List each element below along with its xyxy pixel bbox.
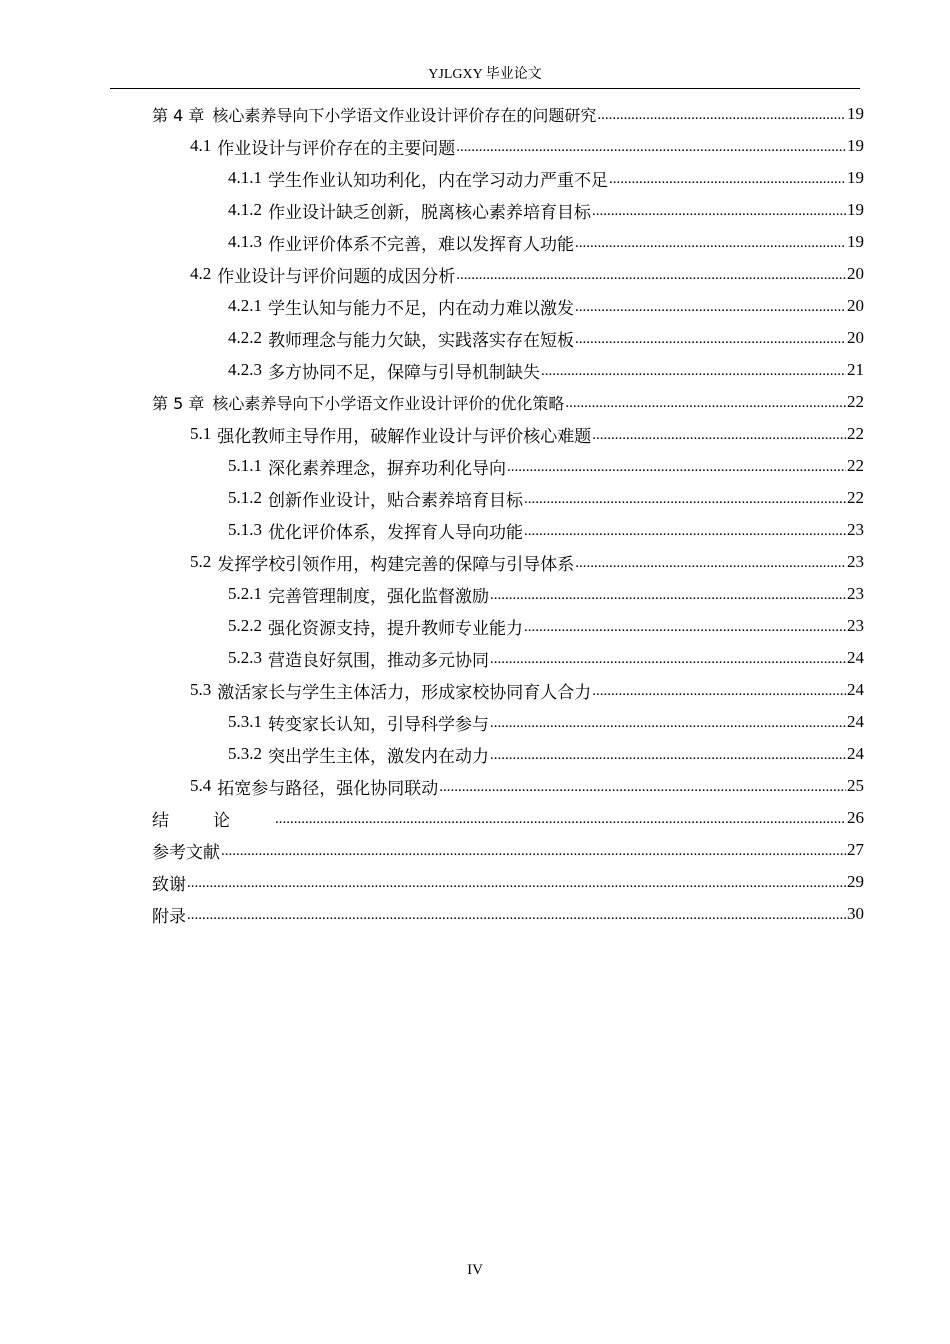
toc-entry[interactable] — [152, 418, 864, 450]
toc-entry[interactable] — [152, 226, 864, 258]
toc-dot-leader — [187, 875, 846, 892]
toc-entry-page: 20 — [847, 264, 864, 283]
toc-dot-leader — [221, 843, 846, 860]
toc-entry-title: 强化资源支持，提升教师专业能力 — [268, 618, 523, 638]
toc-dot-leader — [524, 523, 846, 540]
toc-entry-page: 22 — [847, 488, 864, 507]
toc-dot-leader — [524, 491, 846, 508]
toc-entry-title: 学生认知与能力不足，内在动力难以激发 — [268, 298, 574, 318]
toc-entry-page: 27 — [847, 840, 864, 859]
toc-dot-leader — [490, 715, 846, 732]
toc-entry[interactable] — [152, 354, 864, 386]
toc-entry[interactable] — [152, 258, 864, 290]
toc-entry-page: 20 — [847, 296, 864, 315]
toc-dot-leader — [575, 331, 846, 348]
toc-entry-page: 22 — [847, 424, 864, 443]
toc-entry[interactable] — [152, 130, 864, 162]
toc-entry[interactable] — [152, 578, 864, 610]
toc-dot-leader — [592, 427, 846, 444]
toc-entry-number: 5.1 — [190, 424, 212, 443]
toc-dot-leader — [439, 779, 846, 796]
toc-entry[interactable] — [152, 642, 864, 674]
toc-entry-page: 19 — [847, 168, 864, 187]
toc-entry-title: 强化教师主导作用，破解作业设计与评价核心难题 — [217, 426, 592, 446]
toc-entry-number: 4.1 — [190, 136, 212, 155]
toc-entry[interactable] — [152, 290, 864, 322]
toc-dot-leader — [592, 203, 846, 220]
toc-entry-page: 20 — [847, 328, 864, 347]
toc-entry-number: 4.1.2 — [228, 200, 262, 219]
toc-dot-leader — [456, 139, 846, 156]
toc-entry-page: 21 — [847, 360, 864, 379]
toc-dot-leader — [490, 587, 846, 604]
toc-entry-title: 附录 — [152, 906, 186, 926]
toc-entry[interactable] — [152, 738, 864, 770]
toc-entry-page: 23 — [847, 552, 864, 571]
toc-entry-title: 深化素养理念，摒弃功利化导向 — [268, 458, 506, 478]
toc-entry-number: 5.1.1 — [228, 456, 262, 475]
toc-dot-leader — [575, 555, 846, 572]
toc-dot-leader — [456, 267, 846, 284]
toc-entry-number: 第 4 章 — [152, 105, 205, 125]
toc-entry[interactable] — [152, 514, 864, 546]
toc-entry-title: 拓宽参与路径，强化协同联动 — [217, 778, 439, 798]
toc-entry-page: 24 — [847, 680, 864, 699]
toc-entry-number: 5.2.3 — [228, 648, 262, 667]
toc-entry-title: 参考文献 — [152, 842, 220, 862]
toc-entry-number: 4.1.1 — [228, 168, 262, 187]
page-number: IV — [467, 1262, 483, 1278]
toc-entry-page: 22 — [847, 456, 864, 475]
toc-entry-number: 5.1.2 — [228, 488, 262, 507]
toc-entry-number: 4.2 — [190, 264, 212, 283]
toc-entry[interactable] — [152, 866, 864, 898]
toc-entry-title: 作业设计与评价问题的成因分析 — [217, 266, 456, 286]
toc-dot-leader — [275, 811, 846, 828]
toc-entry-title: 营造良好氛围，推动多元协同 — [268, 650, 489, 670]
toc-dot-leader — [490, 651, 846, 668]
toc-entry-title: 创新作业设计，贴合素养培育目标 — [268, 490, 523, 510]
toc-entry-title: 学生作业认知功利化，内在学习动力严重不足 — [268, 170, 608, 190]
toc-entry-title: 作业设计缺乏创新，脱离核心素养培育目标 — [268, 202, 591, 222]
toc-entry[interactable] — [152, 98, 864, 130]
toc-entry-page: 24 — [847, 648, 864, 667]
toc-entry[interactable] — [152, 194, 864, 226]
toc-entry-page: 23 — [847, 584, 864, 603]
toc-entry[interactable] — [152, 482, 864, 514]
toc-dot-leader — [507, 459, 846, 476]
toc-entry-page: 22 — [847, 392, 864, 411]
toc-entry[interactable] — [152, 770, 864, 802]
toc-entry-title: 教师理念与能力欠缺，实践落实存在短板 — [268, 330, 574, 350]
toc-entry-page: 26 — [847, 808, 864, 827]
toc-dot-leader — [609, 171, 846, 188]
toc-entry-page: 24 — [847, 744, 864, 763]
toc-entry-number: 5.2 — [190, 552, 212, 571]
toc-entry[interactable] — [152, 898, 864, 930]
toc-entry-title: 完善管理制度，强化监督激励 — [268, 586, 489, 606]
toc-entry-title: 结论 — [152, 810, 274, 830]
toc-entry-title: 致谢 — [152, 874, 186, 894]
page-header: YJLGXY 毕业论文 — [428, 67, 542, 82]
toc-dot-leader — [541, 363, 846, 380]
toc-entry-number: 5.4 — [190, 776, 212, 795]
toc-entry[interactable] — [152, 610, 864, 642]
toc-entry[interactable] — [152, 322, 864, 354]
toc-entry[interactable] — [152, 450, 864, 482]
toc-entry-page: 23 — [847, 520, 864, 539]
toc-dot-leader — [565, 395, 846, 412]
toc-entry-number: 5.3.2 — [228, 744, 262, 763]
toc-entry-page: 23 — [847, 616, 864, 635]
toc-entry-title: 作业评价体系不完善，难以发挥育人功能 — [268, 234, 574, 254]
toc-entry-page: 19 — [847, 136, 864, 155]
toc-entry-title: 作业设计与评价存在的主要问题 — [217, 138, 456, 158]
toc-entry-number: 5.3 — [190, 680, 212, 699]
toc-entry[interactable] — [152, 546, 864, 578]
toc-dot-leader — [597, 107, 846, 124]
toc-entry-title: 多方协同不足，保障与引导机制缺失 — [268, 362, 540, 382]
toc-entry-number: 5.1.3 — [228, 520, 262, 539]
toc-dot-leader — [187, 907, 846, 924]
toc-entry[interactable] — [152, 162, 864, 194]
toc-dot-leader — [575, 299, 846, 316]
toc-entry-number: 4.2.2 — [228, 328, 262, 347]
toc-entry-title: 核心素养导向下小学语文作业设计评价的优化策略 — [212, 393, 565, 413]
toc-entry-number: 5.2.2 — [228, 616, 262, 635]
toc-entry-page: 19 — [847, 232, 864, 251]
toc-entry-number: 4.2.1 — [228, 296, 262, 315]
toc-entry-title: 核心素养导向下小学语文作业设计评价存在的问题研究 — [212, 105, 597, 125]
toc-entry-page: 25 — [847, 776, 864, 795]
toc-entry-title: 转变家长认知，引导科学参与 — [268, 714, 489, 734]
toc-dot-leader — [592, 683, 846, 700]
toc-entry-title: 发挥学校引领作用，构建完善的保障与引导体系 — [217, 554, 575, 574]
toc-entry[interactable] — [152, 674, 864, 706]
header-rule — [110, 88, 860, 89]
toc-entry-number: 5.2.1 — [228, 584, 262, 603]
table-of-contents — [152, 98, 864, 930]
toc-entry-number: 4.1.3 — [228, 232, 262, 251]
toc-entry-page: 29 — [847, 872, 864, 891]
toc-entry-number: 5.3.1 — [228, 712, 262, 731]
toc-dot-leader — [524, 619, 846, 636]
toc-entry-number: 第 5 章 — [152, 393, 205, 413]
toc-entry[interactable] — [152, 802, 864, 834]
toc-entry-title: 激活家长与学生主体活力，形成家校协同育人合力 — [217, 682, 592, 702]
toc-entry[interactable] — [152, 834, 864, 866]
toc-dot-leader — [490, 747, 846, 764]
toc-entry-page: 19 — [847, 104, 864, 123]
toc-entry-page: 24 — [847, 712, 864, 731]
toc-entry-page: 30 — [847, 904, 864, 923]
toc-dot-leader — [575, 235, 846, 252]
toc-entry-title: 优化评价体系，发挥育人导向功能 — [268, 522, 523, 542]
toc-entry-number: 4.2.3 — [228, 360, 262, 379]
toc-entry-title: 突出学生主体，激发内在动力 — [268, 746, 489, 766]
toc-entry[interactable] — [152, 706, 864, 738]
toc-entry-page: 19 — [847, 200, 864, 219]
toc-entry[interactable] — [152, 386, 864, 418]
